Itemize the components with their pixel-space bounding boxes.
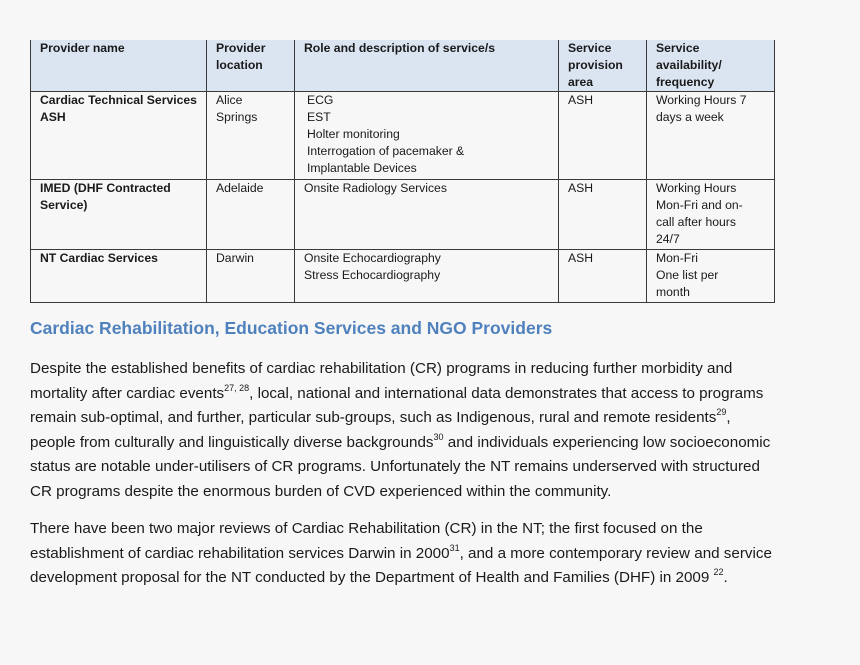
- table-header-row: [31, 40, 775, 92]
- paragraph-cr-reviews: [30, 517, 840, 591]
- cell-availability: Working Hours 7 days a week: [647, 92, 775, 180]
- section-heading: Cardiac Rehabilitation, Education Services and NGO Providers: [30, 318, 553, 338]
- cell-area: ASH: [559, 250, 647, 303]
- cell-role: ECG EST Holter monitoring Interrogation of pacemaker & Implantable Devices: [295, 92, 559, 180]
- cell-role: Onsite Radiology Services: [295, 180, 559, 250]
- citation-superscript: 30: [433, 431, 444, 442]
- text-line: mortality after cardiac events$^{27, 28}$, local, national and international data demonstrates that access to programs: [30, 382, 764, 402]
- cell-provider-name: IMED (DHF Contracted Service): [31, 180, 207, 250]
- text-line: status are notable under-utilisers of CR programs. Unfortunately the NT remains underserved with structured: [30, 458, 760, 476]
- header-service-area: Service provision area: [559, 40, 647, 92]
- paragraph-cr-benefits: [30, 357, 840, 505]
- header-role-description: Role and description of service/s: [295, 40, 559, 92]
- cell-role: Onsite Echocardiography Stress Echocardiography: [295, 250, 559, 303]
- cell-availability: Mon-Fri One list per month: [647, 250, 775, 303]
- citation-superscript: 29: [716, 407, 727, 418]
- cell-availability: Working Hours Mon-Fri and on- call after hours 24/7: [647, 180, 775, 250]
- cell-area: ASH: [559, 92, 647, 180]
- text-line: CR programs despite the enormous burden of CVD experienced within the community.: [30, 482, 612, 500]
- citation-superscript: 31: [449, 542, 460, 553]
- header-service-availability: Service availability/ frequency: [647, 40, 775, 92]
- text-line: There have been two major reviews of Cardiac Rehabilitation (CR) in the NT; the first focused on the: [30, 520, 703, 537]
- table-row: [31, 92, 775, 180]
- table-row: [31, 180, 775, 250]
- citation-superscript: 22: [713, 567, 724, 578]
- cell-provider-name: Cardiac Technical Services ASH: [31, 92, 207, 180]
- cell-location: Adelaide: [207, 180, 295, 250]
- text-line: Despite the established benefits of cardiac rehabilitation (CR) programs in reducing further morbidity and: [30, 360, 733, 377]
- header-provider-name: Provider name: [31, 40, 207, 92]
- cell-location: Darwin: [207, 250, 295, 303]
- text-line: development proposal for the NT conducted by the Department of Health and Families (DHF) in 2009 $^{22}$.: [30, 567, 728, 587]
- text-line: people from culturally and linguistically diverse backgrounds$^{30}$ and individuals experiencing low socioeconomic: [30, 431, 771, 451]
- providers-table: [30, 40, 775, 303]
- table-row: [31, 250, 775, 303]
- header-provider-location: Provider location: [207, 40, 295, 92]
- cell-location: Alice Springs: [207, 92, 295, 180]
- text-line: establishment of cardiac rehabilitation services Darwin in 2000$^{31}$, and a more contemporary review and service: [30, 542, 772, 562]
- cell-area: ASH: [559, 180, 647, 250]
- text-line: remain sub-optimal, and further, particular sub-groups, such as Indigenous, rural and remote residents$^{29}$,: [30, 407, 731, 427]
- cell-provider-name: NT Cardiac Services: [31, 250, 207, 303]
- citation-superscript: 27, 28: [224, 382, 250, 393]
